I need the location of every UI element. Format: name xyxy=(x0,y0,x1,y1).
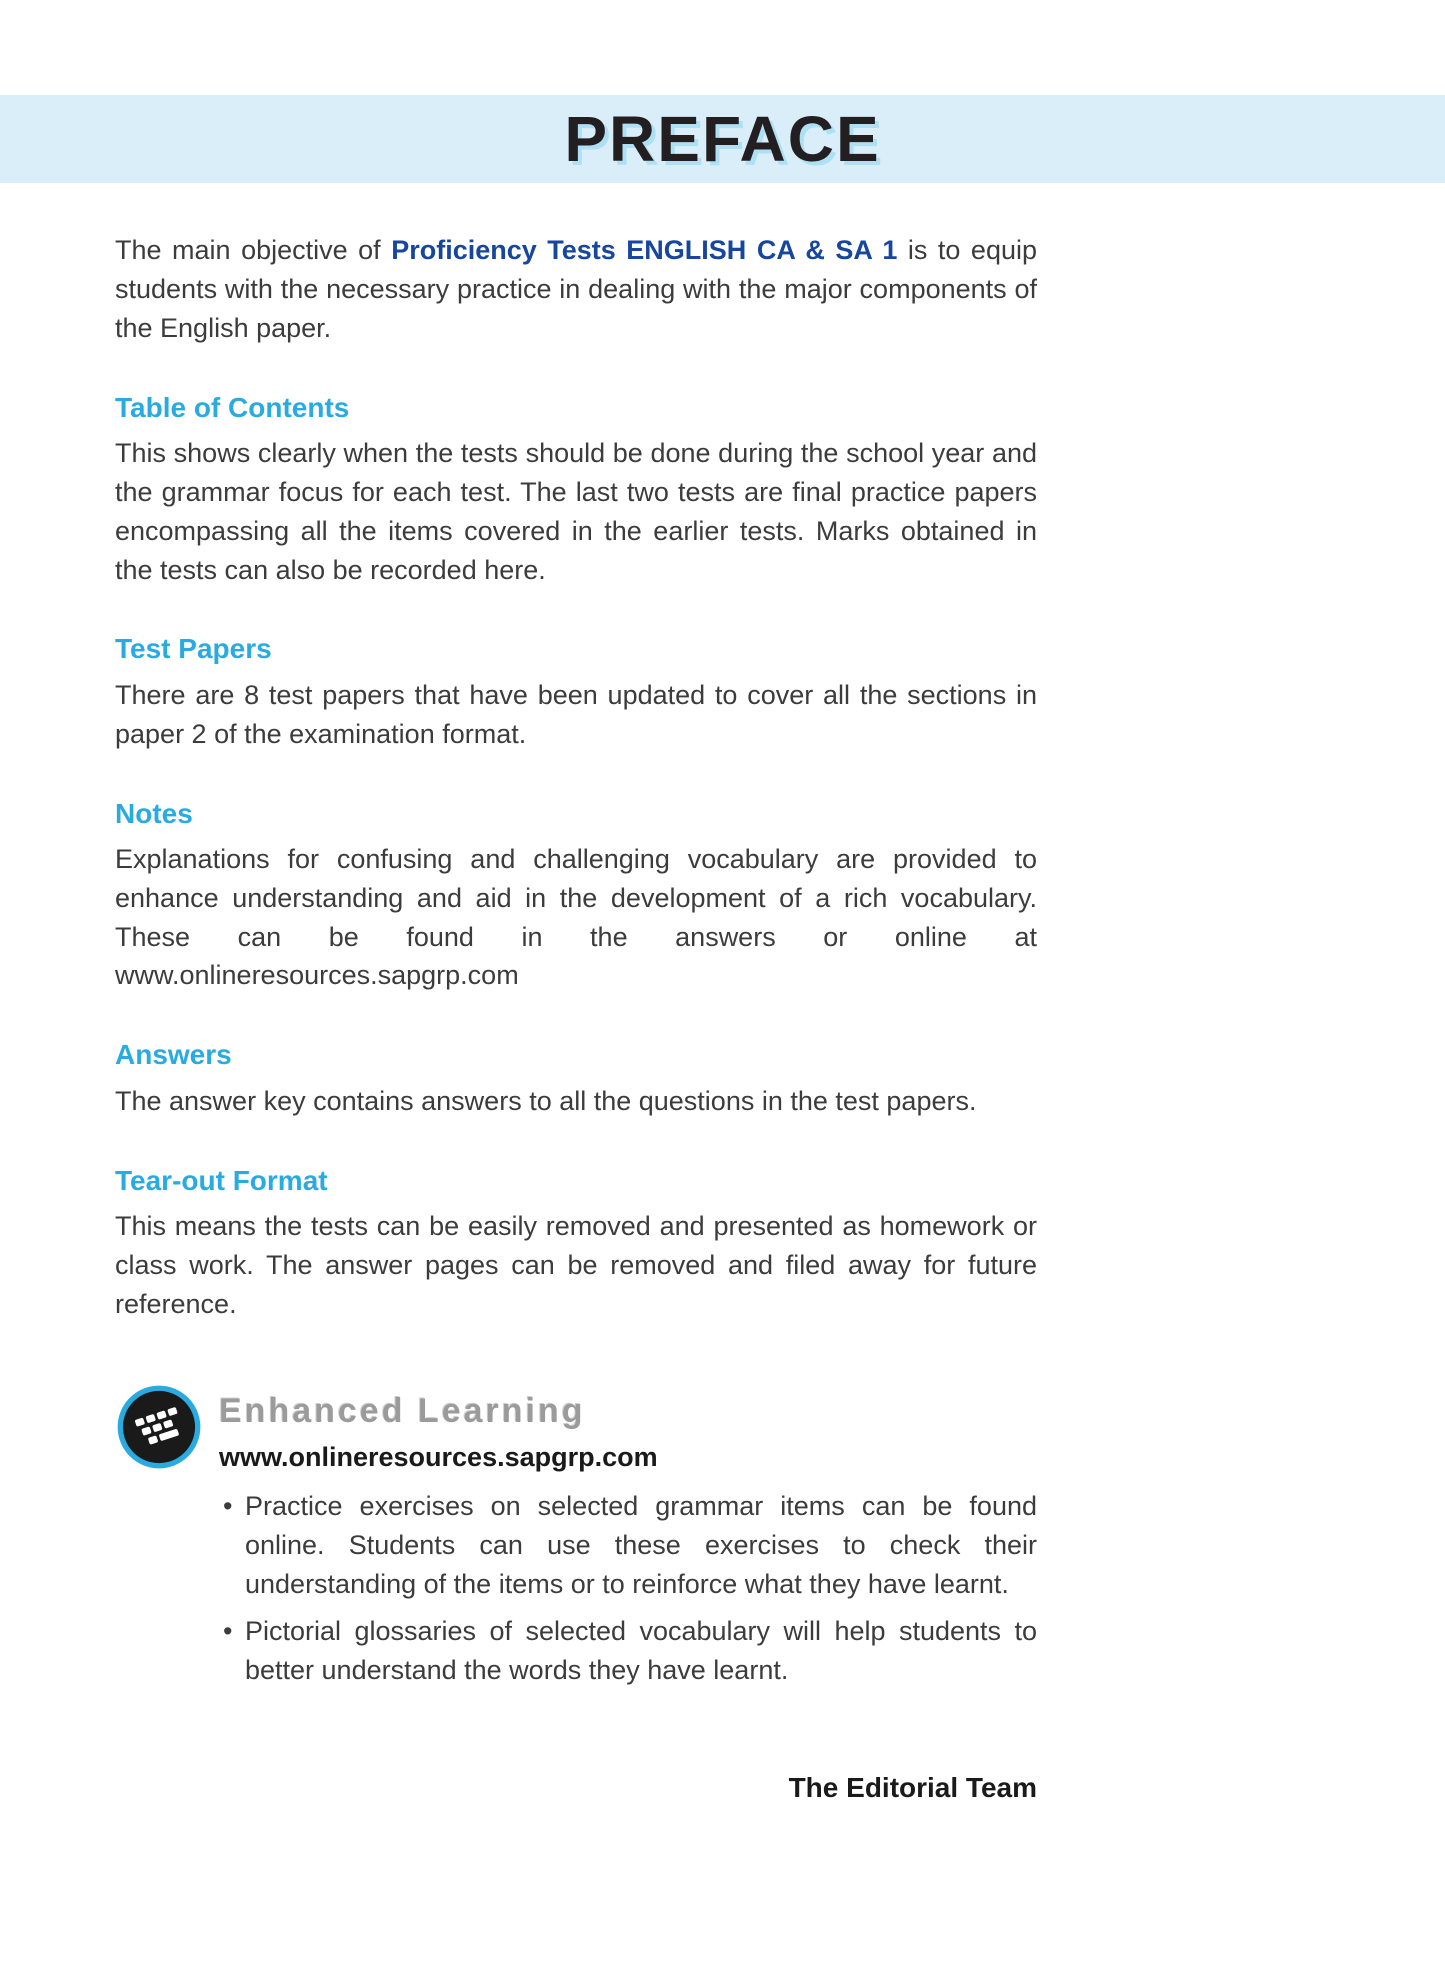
intro-paragraph xyxy=(115,231,1037,348)
section-body: This shows clearly when the tests should be done during the school year and the grammar focus for each test. The last two tests are final practice papers encompassing all the items covered in the earlier tests. Marks obtained in the tests can also be recorded here. xyxy=(115,437,1037,585)
enhanced-learning-logo-icon xyxy=(115,1383,203,1471)
bullet-item: • Pictorial glossaries of selected vocabulary will help students to better understand the words they have learnt. xyxy=(219,1612,1037,1690)
section-body: The answer key contains answers to all the questions in the test papers. xyxy=(115,1085,977,1116)
enhanced-learning-text xyxy=(219,1383,1037,1697)
section-body: There are 8 test papers that have been updated to cover all the sections in paper 2 of the examination format. xyxy=(115,679,1037,749)
enhanced-learning-url: www.onlineresources.sapgrp.com xyxy=(219,1442,658,1473)
bullet-item: • Practice exercises on selected grammar items can be found online. Students can use these exercises to check their understanding of the items or to reinforce what they have learnt. xyxy=(219,1487,1037,1604)
section-heading: Tear-out Format xyxy=(115,1164,328,1196)
enhanced-learning-block xyxy=(115,1383,1037,1697)
section-tear-out-format xyxy=(115,1161,1037,1324)
section-heading: Answers xyxy=(115,1039,232,1071)
page-content xyxy=(115,231,1037,1808)
section-body: Explanations for confusing and challenging vocabulary are provided to enhance understanding and aid in the development of a rich vocabulary. These can be found in the answers or online at www.onlineresources.sapgrp.com xyxy=(115,843,1037,991)
editorial-team-signature: The Editorial Team xyxy=(788,1771,1037,1803)
enhanced-learning-title: Enhanced Learning xyxy=(219,1392,586,1431)
section-body: This means the tests can be easily removed and presented as homework or class work. The answer pages can be removed and filed away for future reference. xyxy=(115,1210,1037,1319)
intro-text-post: is to equip students with the necessary practice in dealing with the major components of the English paper. xyxy=(115,235,1037,343)
intro-text-pre: The main objective of xyxy=(115,235,392,265)
intro-book-title: Proficiency Tests ENGLISH CA & SA 1 xyxy=(391,235,898,265)
enhanced-learning-bullet-list xyxy=(219,1487,1037,1689)
title-banner xyxy=(0,95,1445,183)
section-heading: Table of Contents xyxy=(115,391,350,423)
section-table-of-contents xyxy=(115,388,1037,590)
section-heading: Notes xyxy=(115,797,193,829)
section-test-papers xyxy=(115,629,1037,753)
page-title: PREFACE xyxy=(564,103,881,175)
section-answers xyxy=(115,1035,1037,1120)
section-notes xyxy=(115,794,1037,996)
section-heading: Test Papers xyxy=(115,633,272,665)
